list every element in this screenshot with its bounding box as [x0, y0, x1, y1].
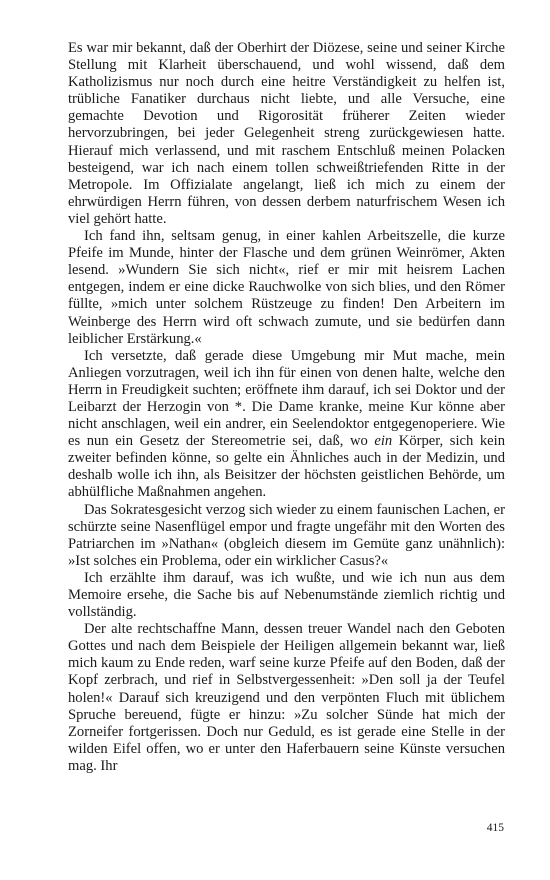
- paragraph-2: [68, 228, 505, 348]
- paragraph-3: [68, 348, 505, 502]
- paragraph-3-italic-ein: ein: [374, 433, 393, 450]
- paragraph-6-text: Der alte rechtschaffne Mann, dessen treuer Wandel nach den Geboten Gottes und nach dem Beispiele der Heiligen allgemein bekannt war, ließ mich kaum zu Ende reden, warf seine kurze Pfeife auf den Boden, daß der Kopf zerbrach, und rief in Selbstvergessenheit: »Den soll ja der Teufel holen!« Darauf sich kreuzigend und den verpönten Fluch mit üblichem Spruche bereuend, fügte er hinzu: »Zu solcher Sünde hat mich der Zorneifer fortgerissen. Doch nur Geduld, es ist gerade eine Stelle in der wilden Eifel offen, wo er unter den Haferbauern seine Künste versuchen mag. Ihr: [68, 621, 505, 774]
- paragraph-1: [68, 40, 505, 228]
- paragraph-3-text-a: Ich versetzte, daß gerade diese Umgebung mir Mut mache, mein Anliegen vorzutragen, weil ich ihn für einen von denen halte, welche den Herrn in Freudigkeit suchten; eröffnete ihm darauf, ich sei Doktor und der Leibarzt der Herzogin von *. Die Dame kranke, meine Kur könne aber nicht anschlagen, weil ein andrer, ein Seelendoktor entgegenoperiere. Wie es nun ein Gesetz der Stereometrie sei, daß, wo: [68, 347, 505, 450]
- paragraph-3-text-b: Körper, sich kein zweiter befinden könne, so gelte ein Ähnliches auch in der Medizin, und deshalb wolle ich ihn, als Beisitzer der höchsten geistlichen Behörde, um abhülfliche Maßnahmen angehen.: [68, 433, 505, 501]
- body-text: [68, 40, 505, 775]
- paragraph-4-text: Das Sokratesgesicht verzog sich wieder zu einem faunischen Lachen, er schürzte seine Nasenflügel empor und fragte ungefähr mit den Worten des Patriarchen im »Nathan« (obgleich diesem im Gemüte ganz unähnlich): »Ist solches ein Problema, oder ein wirklicher Casus?«: [68, 501, 505, 569]
- paragraph-4: [68, 502, 505, 570]
- paragraph-6: [68, 621, 505, 775]
- paragraph-5-text: Ich erzählte ihm darauf, was ich wußte, und wie ich nun aus dem Memoire ersehe, die Sache bis auf Nebenumstände ziemlich richtig und vollständig.: [68, 569, 505, 621]
- paragraph-2-text: Ich fand ihn, seltsam genug, in einer kahlen Arbeitszelle, die kurze Pfeife im Munde, hinter der Flasche und dem grünen Weinrömer, Akten lesend. »Wundern Sie sich nicht«, rief er mir mit heisrem Lachen entgegen, indem er eine dicke Rauchwolke von sich blies, und den Römer füllte, »mich unter solchem Rüstzeuge zu finden! Den Arbeitern im Weinberge des Herrn wird oft schwach zumute, und sie bedürfen dann leiblicher Erstärkung.«: [68, 228, 505, 347]
- page-number: 415: [486, 822, 504, 834]
- paragraph-1-text: Es war mir bekannt, daß der Oberhirt der Diözese, seine und seiner Kirche Stellung mit Klarheit überschauend, und wohl wissend, daß dem Katholizismus nur noch durch eine heitre Verständigkeit zu helfen ist, trübliche Fanatiker durchaus nicht liebte, und alle Versuche, eine gemachte Devotion und Rigorosität früherer Zeiten wieder hervorzubringen, bei jeder Gelegenheit streng zurückgewiesen hatte. Hierauf mich verlassend, und mit raschem Entschluß meinen Polacken besteigend, war ich nach einem tollen schweißtriefenden Ritte in der Metropole. Im Offizialate angelangt, ließ ich mich zu einem der ehrwürdigen Herrn führen, von dessen derbem naturfrischem Wesen ich viel gehört hatte.: [68, 40, 505, 227]
- paragraph-5: [68, 570, 505, 621]
